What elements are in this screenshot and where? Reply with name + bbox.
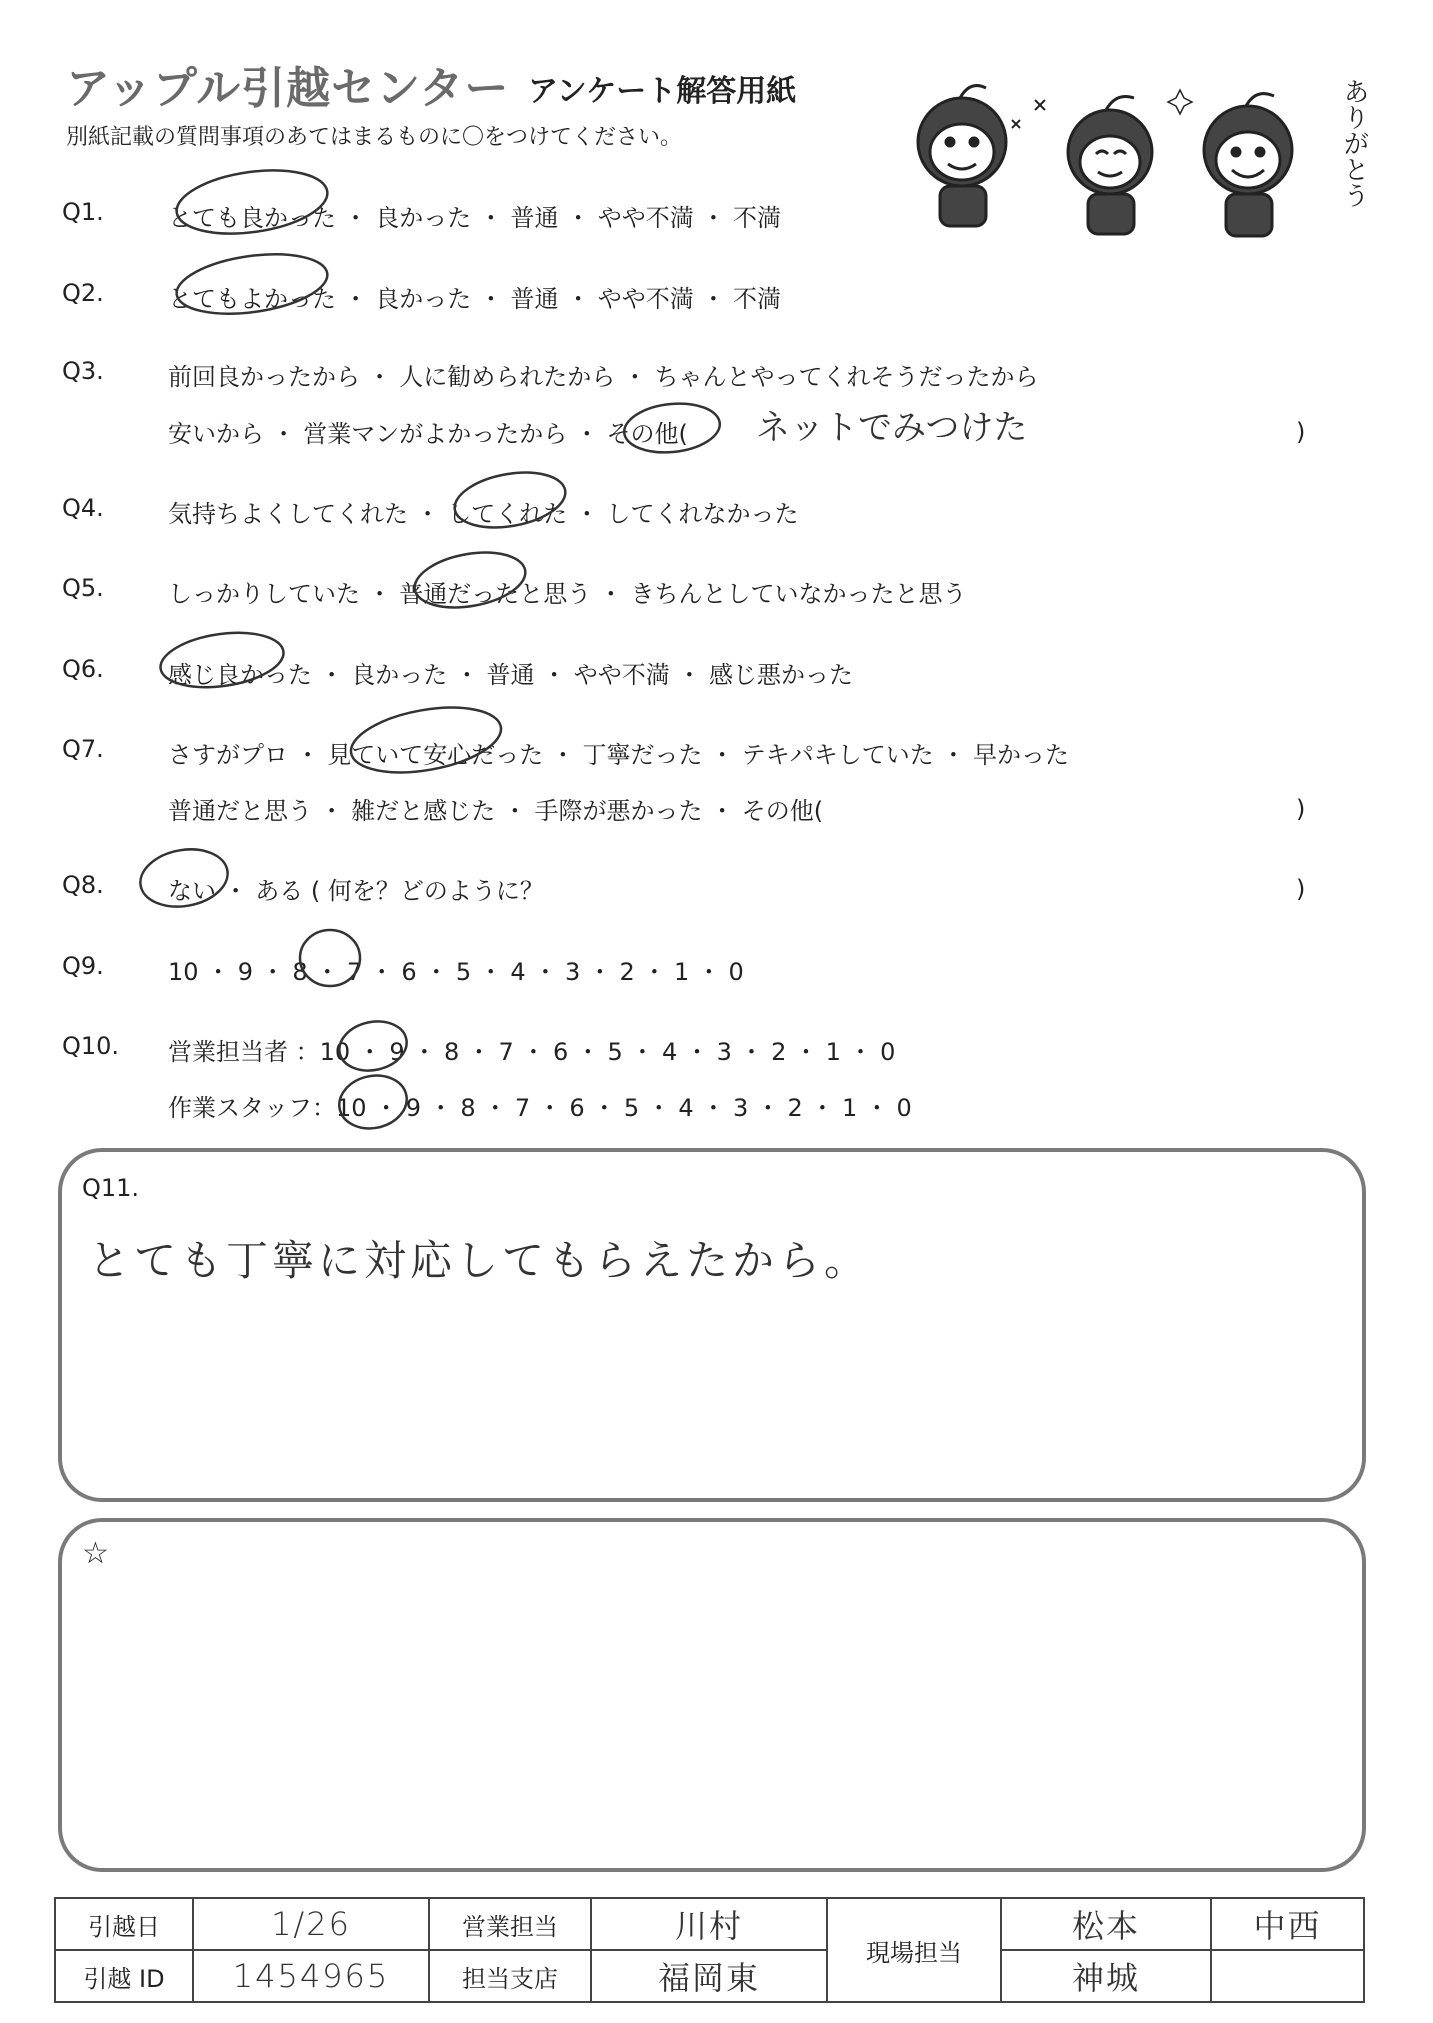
q1-options: とても良かった ・ 良かった ・ 普通 ・ やや不満 ・ 不満 [168, 204, 782, 232]
site-staff-label: 現場担当 [827, 1898, 1001, 2002]
q2-label: Q2. [62, 279, 104, 307]
star-label: ☆ [82, 1536, 109, 1571]
site-staff-1: 松本 [1001, 1898, 1211, 1950]
q3-close-paren: ) [1296, 418, 1306, 446]
site-staff-2: 中西 [1211, 1898, 1364, 1950]
q4-options: 気持ちよくしてくれた ・ してくれた ・ してくれなかった [168, 500, 799, 528]
sales-rep-value: 川村 [591, 1898, 827, 1950]
q3-label: Q3. [62, 357, 104, 385]
move-date-label: 引越日 [55, 1898, 193, 1950]
q10-sales-options: 営業担当者 ：10 ・ 9 ・ 8 ・ 7 ・ 6 ・ 5 ・ 4 ・ 3 ・ 2 ・ 1 ・ 0 [168, 1038, 896, 1066]
star-comment-box [58, 1518, 1366, 1872]
q11-answer-text: とても丁寧に対応してもらえたから。 [88, 1236, 871, 1285]
q3-handwritten-other: ネットでみつけた [756, 408, 1028, 448]
q7-options-line2: 普通だと思う ・ 雑だと感じた ・ 手際が悪かった ・ その他( [168, 797, 824, 825]
instruction-text: 別紙記載の質問事項のあてはまるものに〇をつけてください。 [66, 125, 683, 150]
form-title: アンケート解答用紙 [528, 74, 797, 109]
q9-label: Q9. [62, 952, 104, 980]
q11-label: Q11. [82, 1174, 140, 1202]
q2-options: とてもよかった ・ 良かった ・ 普通 ・ やや不満 ・ 不満 [168, 285, 782, 313]
branch-value: 福岡東 [591, 1950, 827, 2002]
mascot-caption: ありがとう [1339, 78, 1369, 208]
site-staff-empty [1211, 1950, 1364, 2002]
monkey-mascots-illustration [900, 60, 1360, 250]
q7-options-line1: さすがプロ ・ 見ていて安心だった ・ 丁寧だった ・ テキパキしていた ・ 早かった [168, 741, 1070, 769]
q8-options: ない ・ ある ( 何を？どのように？ [168, 877, 544, 905]
move-id-label: 引越 ID [55, 1950, 193, 2002]
q6-label: Q6. [62, 655, 104, 683]
move-info-table [54, 1897, 1365, 2003]
sales-rep-label: 営業担当 [429, 1898, 591, 1950]
q5-label: Q5. [62, 574, 104, 602]
brand-title: アップル引越センター [66, 63, 510, 114]
q9-options: 10 ・ 9 ・ 8 ・ 7 ・ 6 ・ 5 ・ 4 ・ 3 ・ 2 ・ 1 ・ 0 [168, 958, 744, 986]
q10-label: Q10. [62, 1032, 120, 1060]
q5-options: しっかりしていた ・ 普通だったと思う ・ きちんとしていなかったと思う [168, 580, 967, 608]
q3-options-line1: 前回良かったから ・ 人に勧められたから ・ ちゃんとやってくれそうだったから [168, 363, 1039, 391]
q7-close-paren: ) [1296, 795, 1306, 823]
move-date-value: 1/26 [193, 1898, 429, 1950]
q8-label: Q8. [62, 871, 104, 899]
site-staff-3: 神城 [1001, 1950, 1211, 2002]
q11-comment-box [58, 1148, 1366, 1502]
q8-close-paren: ) [1296, 875, 1306, 903]
q4-label: Q4. [62, 494, 104, 522]
q10-staff-options: 作業スタッフ：10 ・ 9 ・ 8 ・ 7 ・ 6 ・ 5 ・ 4 ・ 3 ・ 2 ・ 1 ・ 0 [168, 1094, 912, 1122]
q1-label: Q1. [62, 198, 104, 226]
branch-label: 担当支店 [429, 1950, 591, 2002]
q3-options-line2: 安いから ・ 営業マンがよかったから ・ その他( [168, 420, 688, 448]
q7-label: Q7. [62, 735, 104, 763]
q6-options: 感じ良かった ・ 良かった ・ 普通 ・ やや不満 ・ 感じ悪かった [168, 661, 854, 689]
move-id-value: 1454965 [193, 1950, 429, 2002]
